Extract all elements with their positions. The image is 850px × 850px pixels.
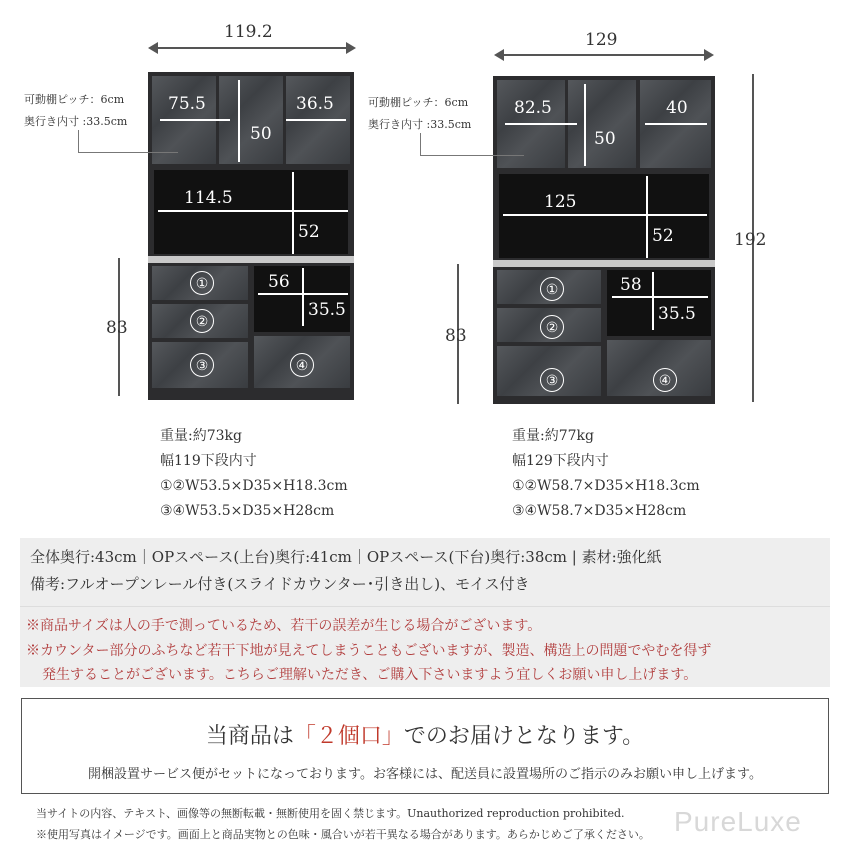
- left-drawer-34: ③④W53.5×D35×H28cm: [160, 503, 335, 519]
- right-upper-h-arrow: [584, 84, 586, 166]
- left-shelf-note-1: 可動棚ピッチ：6cm: [24, 93, 125, 106]
- left-open-w-arrow: [158, 210, 348, 212]
- left-upper-w2-arrow: [286, 119, 346, 121]
- left-width-arrow-head-r: [346, 42, 356, 54]
- left-weight: 重量:約73kg: [160, 428, 242, 444]
- right-shelf-note-2: 奥行き内寸 :33.5cm: [368, 118, 472, 131]
- right-counter: [493, 260, 715, 267]
- right-drawer-34: ③④W58.7×D35×H28cm: [512, 503, 687, 519]
- right-circle-2: ②: [540, 315, 564, 339]
- spec-line-1: 全体奥行:43cm｜OPスペース(上台)奥行:41cm｜OPスペース(下台)奥行:38cm | 素材:強化紙: [30, 548, 662, 566]
- left-note-leader-h: [78, 152, 178, 153]
- left-width-arrow: [150, 47, 354, 49]
- right-width-arrow-head-l: [494, 49, 504, 61]
- right-weight: 重量:約77kg: [512, 428, 594, 444]
- delivery-highlight: 「２個口」: [293, 724, 404, 749]
- right-inner-h: 35.5: [658, 304, 696, 324]
- delivery-pre: 当商品は: [205, 724, 294, 749]
- right-drawer-title: 幅129下段内寸: [512, 453, 609, 469]
- right-upper-w2-arrow: [645, 123, 707, 125]
- left-width-label: 119.2: [224, 22, 273, 42]
- left-open-w: 114.5: [184, 188, 233, 208]
- right-specs: [512, 424, 700, 524]
- left-specs: [160, 424, 348, 524]
- right-upper-left-w: 82.5: [514, 98, 552, 118]
- left-lower-h: 83: [106, 318, 128, 338]
- left-open-h-arrow: [292, 172, 294, 254]
- left-circle-2: ②: [190, 309, 214, 333]
- right-inner-h-arrow: [652, 272, 654, 330]
- right-note-leader-h: [420, 155, 524, 156]
- right-width-arrow-head-r: [704, 49, 714, 61]
- notice-3: 発生することがございます。こちらご理解いただき、ご購入下さいますよう宜しくお願い申し上げます。: [42, 667, 698, 683]
- left-drawer-title: 幅119下段内寸: [160, 453, 257, 469]
- right-drawer-12: ①②W58.7×D35×H18.3cm: [512, 478, 700, 494]
- right-circle-4: ④: [653, 368, 677, 392]
- delivery-headline: [22, 719, 828, 750]
- left-inner-h: 35.5: [308, 300, 346, 320]
- right-shelf-note-1: 可動棚ピッチ：6cm: [368, 96, 469, 109]
- left-counter: [148, 256, 354, 263]
- right-open-w: 125: [544, 192, 577, 212]
- right-circle-3: ③: [540, 368, 564, 392]
- footer-line-2: ※使用写真はイメージです。画面上と商品実物との色味・風合いが若干異なる場合があります。あらかじめご了承ください。: [36, 828, 650, 841]
- right-inner-w: 58: [620, 275, 642, 295]
- left-inner-h-arrow: [302, 268, 304, 326]
- right-inner-w-arrow: [612, 296, 708, 298]
- right-open-h: 52: [652, 226, 674, 246]
- left-upper-h-arrow: [238, 80, 240, 162]
- right-lower-h: 83: [445, 326, 467, 346]
- left-drawer-12: ①②W53.5×D35×H18.3cm: [160, 478, 348, 494]
- left-circle-3: ③: [190, 353, 214, 377]
- right-upper-door-2: [568, 80, 636, 168]
- right-circle-1: ①: [540, 277, 564, 301]
- right-upper-right-w: 40: [666, 98, 688, 118]
- left-shelf-note-2: 奥行き内寸 :33.5cm: [24, 115, 128, 128]
- left-inner-w: 56: [268, 272, 290, 292]
- right-width-label: 129: [585, 30, 618, 50]
- footer-line-1: 当サイトの内容、テキスト、画像等の無断転載・無断使用を固く禁じます。Unauthorized reproduction prohibited.: [36, 807, 625, 820]
- notice-2: ※カウンター部分のふちなど若干下地が見えてしまうこともございますが、製造、構造上の問題でやむを得ず: [26, 643, 712, 659]
- delivery-post: でのお届けとなります。: [403, 724, 645, 749]
- left-upper-left-w: 75.5: [168, 94, 206, 114]
- right-width-arrow: [496, 54, 712, 56]
- right-total-h: 192: [734, 230, 767, 250]
- spec-band: [20, 538, 830, 606]
- notice-1: ※商品サイズは人の手で測っているため、若干の誤差が生じる場合がございます。: [26, 618, 542, 634]
- right-upper-h: 50: [594, 129, 616, 149]
- left-circle-1: ①: [190, 271, 214, 295]
- right-note-leader: [420, 133, 421, 155]
- notice-band: [20, 606, 830, 687]
- right-open-space: [499, 174, 709, 258]
- left-note-leader: [78, 130, 79, 152]
- delivery-sub: 開梱設置サービス便がセットになっております。お客様には、配送員に設置場所のご指示のみお願い申し上げます。: [88, 767, 762, 782]
- left-upper-h: 50: [250, 124, 272, 144]
- brand-watermark: PureLuxe: [674, 806, 802, 837]
- right-open-w-arrow: [503, 214, 707, 216]
- right-upper-w-arrow: [505, 123, 577, 125]
- right-open-h-arrow: [646, 176, 648, 258]
- spec-line-2: 備考:フルオープンレール付き(スライドカウンター･引き出し)、モイス付き: [30, 575, 530, 593]
- left-circle-4: ④: [290, 353, 314, 377]
- left-open-h: 52: [298, 222, 320, 242]
- delivery-box: [21, 698, 829, 794]
- left-upper-right-w: 36.5: [296, 94, 334, 114]
- left-width-arrow-head-l: [148, 42, 158, 54]
- left-upper-w-arrow: [160, 119, 230, 121]
